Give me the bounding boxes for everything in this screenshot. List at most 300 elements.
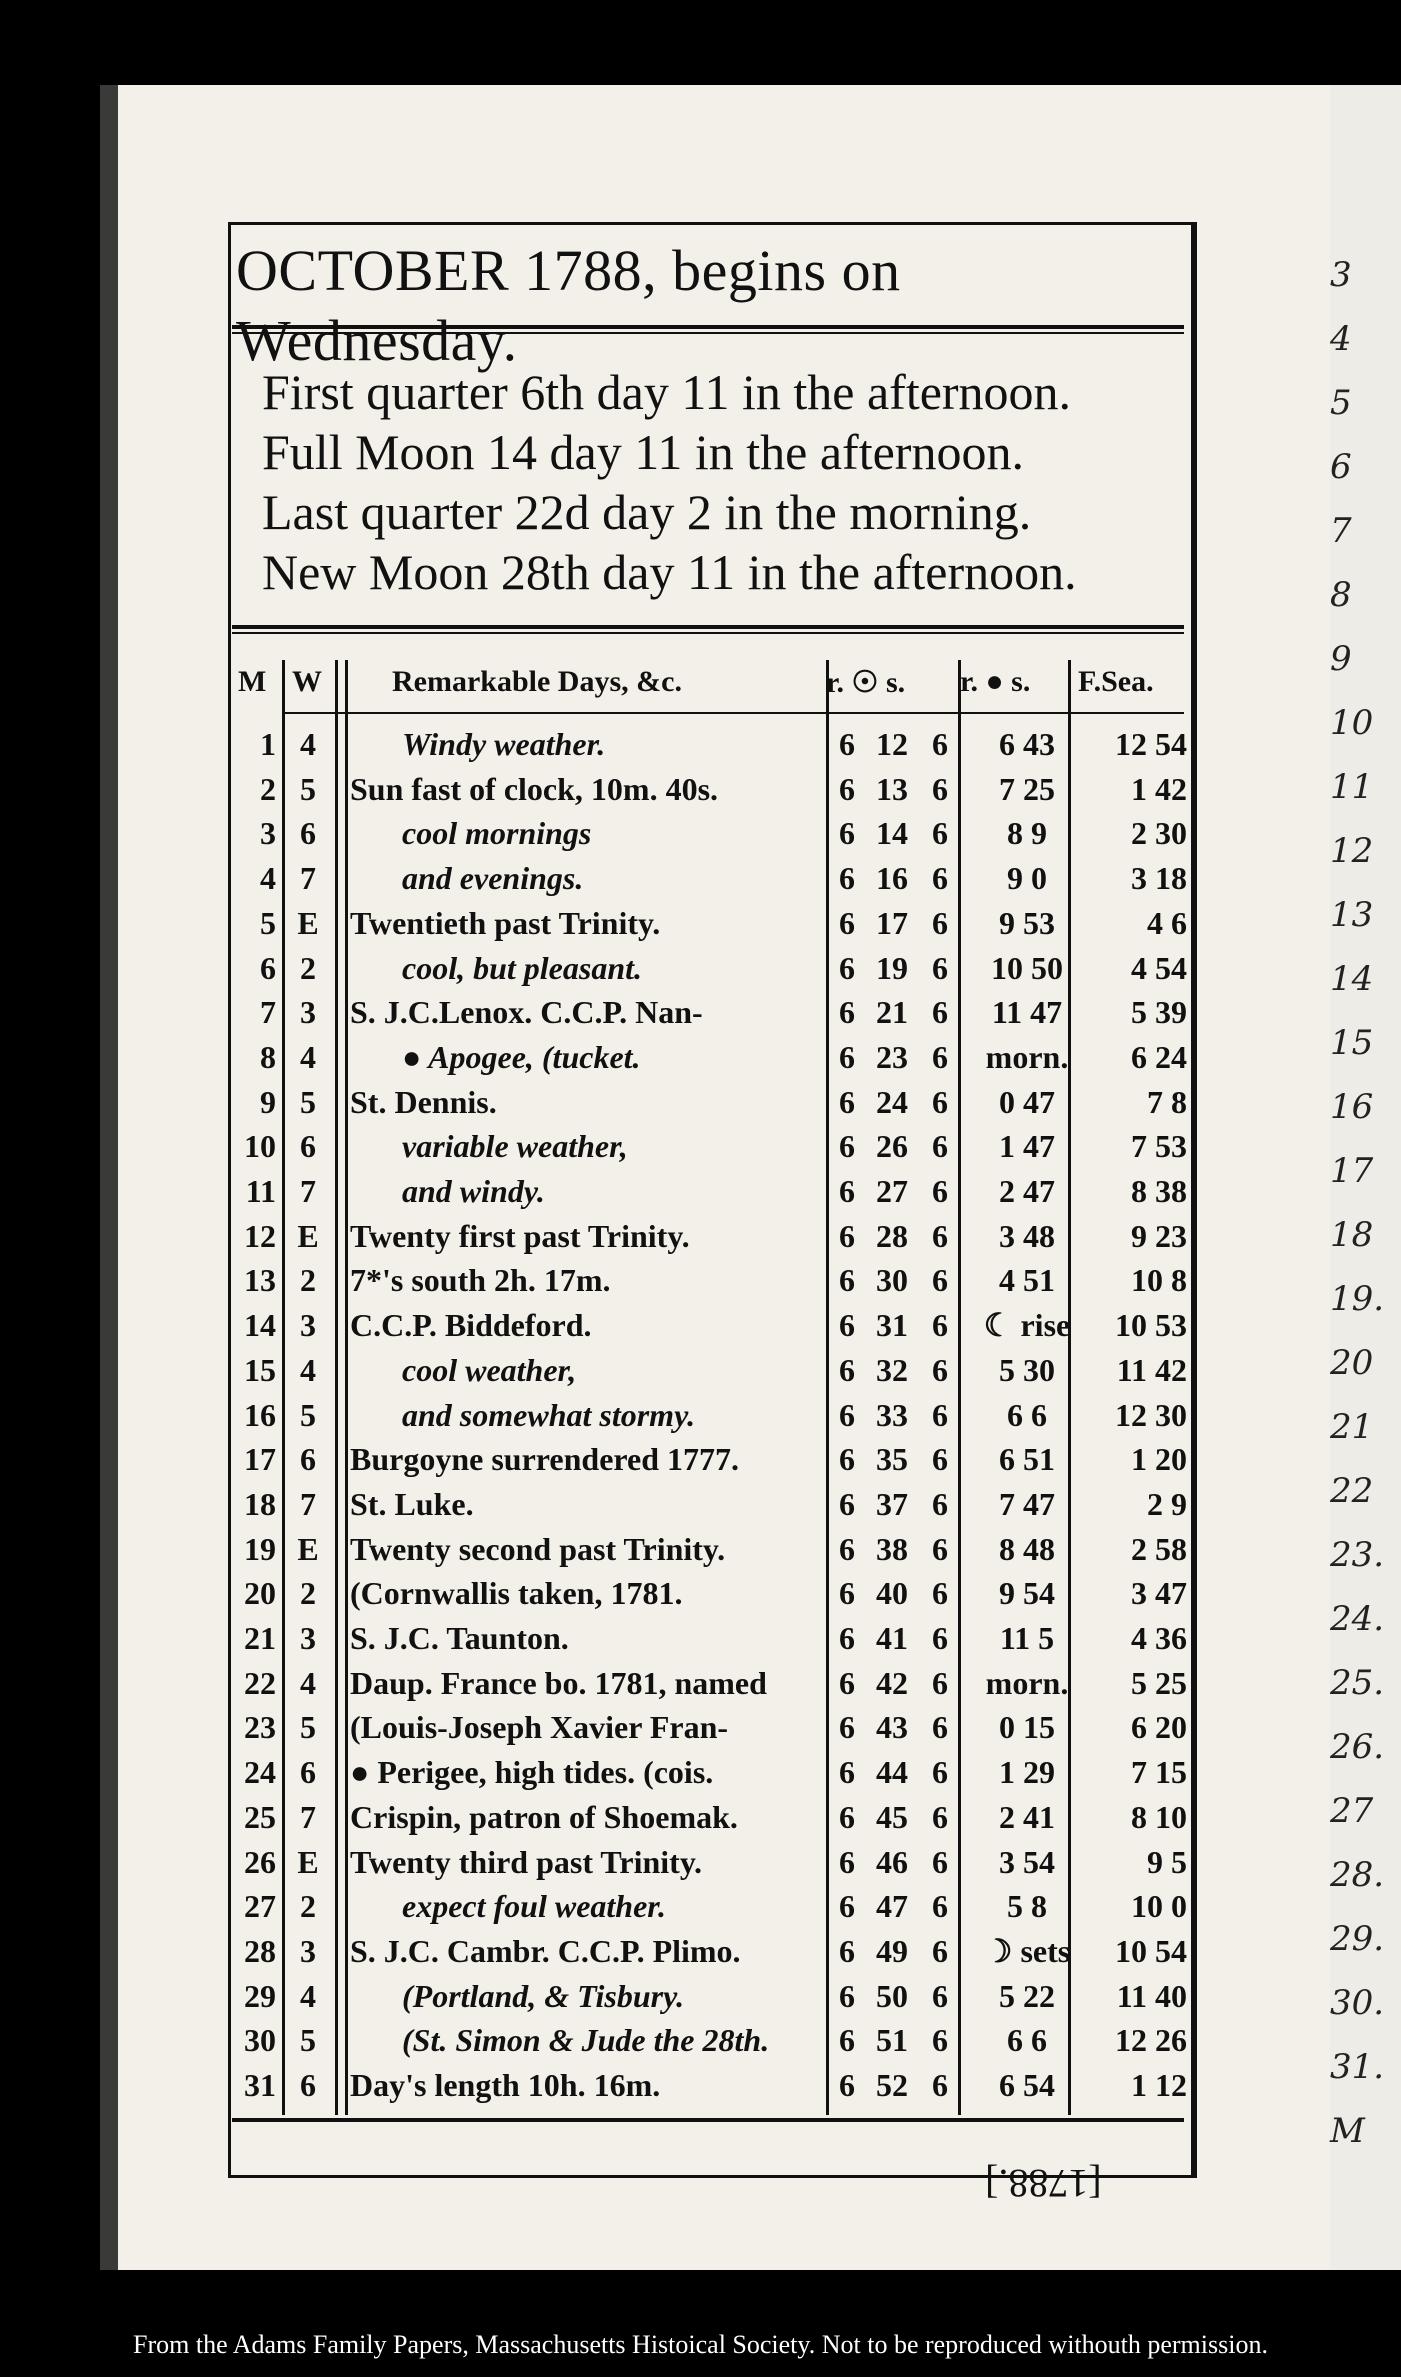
table-row	[232, 2063, 1187, 2107]
cell-ss: 6	[932, 1441, 948, 1478]
table-row	[232, 1035, 1187, 1079]
cell-rem: Twenty second past Trinity.	[350, 1530, 726, 1567]
cell-m: 1	[260, 726, 276, 762]
cell-mn: 11 5	[999, 1620, 1055, 1656]
cell-sm: 41	[876, 1620, 908, 1656]
moon-phase-full-moon: Full Moon 14 day 11 in the afternoon.	[262, 424, 1024, 480]
cell-sea: 6 20	[1131, 1709, 1187, 1746]
facing-page-number: M	[1330, 2111, 1365, 2151]
cell-sea: 2 9	[1147, 1485, 1187, 1522]
cell-rem: Twentieth past Trinity.	[350, 904, 661, 941]
cell-sea: 8 38	[1131, 1173, 1187, 1209]
cell-m: 14	[244, 1307, 276, 1344]
cell-mn: 11 47	[991, 994, 1063, 1031]
cell-sr: 6	[839, 1709, 855, 1746]
header-full-sea: F.Sea.	[1078, 665, 1154, 698]
cell-m: 2	[260, 770, 276, 807]
facing-page-number: 8	[1330, 575, 1352, 615]
cell-sr: 6	[839, 1620, 855, 1656]
facing-page-number: 22	[1330, 1471, 1374, 1511]
table-row	[232, 1080, 1187, 1124]
cell-rem: Daup. France bo. 1781, named	[350, 1664, 767, 1701]
cell-mn: 6 54	[999, 2067, 1055, 2103]
cell-sr: 6	[839, 2022, 855, 2059]
table-row	[232, 946, 1187, 990]
page-number: [1788.]	[985, 2161, 1102, 2206]
cell-m: 5	[260, 904, 276, 941]
cell-sea: 10 53	[1115, 1307, 1187, 1344]
cell-sm: 38	[876, 1530, 908, 1567]
cell-sea: 12 26	[1115, 2022, 1187, 2059]
table-row	[232, 722, 1187, 766]
cell-ss: 6	[932, 1754, 948, 1791]
cell-rem: 7*'s south 2h. 17m.	[350, 1262, 611, 1299]
facing-page-number: 31.	[1330, 2047, 1385, 2087]
cell-sea: 3 18	[1131, 860, 1187, 897]
cell-rem: C.C.P. Biddeford.	[350, 1307, 592, 1344]
cell-rem: ● Perigee, high tides. (cois.	[350, 1754, 714, 1791]
facing-page-number: 13	[1330, 895, 1374, 935]
title-rule-thin	[232, 332, 1184, 334]
facing-page-number: 27	[1330, 1791, 1374, 1831]
cell-sr: 6	[839, 1038, 855, 1075]
table-row	[232, 1258, 1187, 1302]
cell-sr: 6	[839, 770, 855, 807]
cell-rem: and somewhat stormy.	[402, 1396, 696, 1433]
cell-sm: 51	[876, 2022, 908, 2059]
cell-w: E	[297, 1843, 319, 1880]
cell-sr: 6	[839, 1664, 855, 1701]
cell-rem: S. J.C.Lenox. C.C.P. Nan-	[350, 994, 703, 1031]
cell-sm: 12	[876, 726, 908, 762]
cell-w: 2	[300, 1262, 316, 1299]
cell-sea: 7 53	[1131, 1128, 1187, 1165]
table-row	[232, 1705, 1187, 1749]
moon-phase-first-quarter: First quarter 6th day 11 in the afternoon.	[262, 364, 1072, 420]
table-row	[232, 1616, 1187, 1660]
table-row	[232, 1929, 1187, 1973]
cell-mn: 3 48	[999, 1217, 1055, 1254]
cell-m: 19	[244, 1530, 276, 1567]
cell-sea: 9 5	[1147, 1843, 1187, 1880]
cell-m: 4	[260, 860, 276, 897]
cell-sm: 26	[876, 1128, 908, 1165]
cell-sea: 7 8	[1147, 1083, 1187, 1120]
table-row	[232, 1348, 1187, 1392]
cell-m: 9	[260, 1083, 276, 1120]
moon-phase-last-quarter: Last quarter 22d day 2 in the morning.	[262, 484, 1032, 540]
cell-sm: 28	[876, 1217, 908, 1254]
cell-mn: 2 41	[999, 1798, 1055, 1835]
cell-ss: 6	[932, 1798, 948, 1835]
phases-rule-thin	[232, 632, 1184, 634]
cell-sm: 14	[876, 815, 908, 852]
cell-w: 6	[300, 2067, 316, 2103]
table-row	[232, 1795, 1187, 1839]
cell-sm: 47	[876, 1888, 908, 1925]
cell-sm: 23	[876, 1038, 908, 1075]
cell-mn: 6 51	[999, 1441, 1055, 1478]
table-row	[232, 1750, 1187, 1794]
facing-page-number: 25.	[1330, 1663, 1385, 1703]
facing-page-number: 24.	[1330, 1599, 1385, 1639]
cell-w: 7	[300, 1173, 316, 1209]
cell-m: 10	[244, 1128, 276, 1165]
cell-mn: 6 6	[1007, 2022, 1047, 2059]
cell-sr: 6	[839, 1575, 855, 1612]
table-row	[232, 1393, 1187, 1437]
cell-w: 6	[300, 1754, 316, 1791]
cell-sea: 1 42	[1131, 770, 1187, 807]
cell-ss: 6	[932, 1977, 948, 2014]
cell-w: 7	[300, 860, 316, 897]
cell-mn: morn.	[985, 1664, 1069, 1701]
cell-ss: 6	[932, 726, 948, 762]
facing-page-number: 9	[1330, 639, 1352, 679]
table-row	[232, 1437, 1187, 1481]
cell-ss: 6	[932, 1217, 948, 1254]
phases-rule	[232, 625, 1184, 629]
cell-sm: 24	[876, 1083, 908, 1120]
cell-sea: 6 24	[1131, 1038, 1187, 1075]
table-row	[232, 856, 1187, 900]
cell-sm: 43	[876, 1709, 908, 1746]
cell-sea: 11 42	[1116, 1351, 1187, 1388]
facing-page-number: 10	[1330, 703, 1374, 743]
cell-w: 2	[300, 1888, 316, 1925]
cell-sm: 46	[876, 1843, 908, 1880]
table-row	[232, 767, 1187, 811]
cell-sm: 44	[876, 1754, 908, 1791]
cell-sr: 6	[839, 1262, 855, 1299]
cell-sea: 7 15	[1131, 1754, 1187, 1791]
table-row	[232, 2018, 1187, 2062]
table-row	[232, 1169, 1187, 1213]
cell-sea: 12 54	[1115, 726, 1187, 762]
cell-sm: 27	[876, 1173, 908, 1209]
cell-rem: St. Dennis.	[350, 1083, 497, 1120]
cell-mn: 9 53	[999, 904, 1055, 941]
table-row	[232, 1303, 1187, 1347]
facing-page-number: 7	[1330, 511, 1352, 551]
credit-line: From the Adams Family Papers, Massachusetts Histoical Society. Not to be reproduced withouth permission.	[133, 2330, 1268, 2359]
cell-ss: 6	[932, 1173, 948, 1209]
cell-rem: Twenty third past Trinity.	[350, 1843, 703, 1880]
cell-mn: 8 48	[999, 1530, 1055, 1567]
facing-page-number: 14	[1330, 959, 1374, 999]
cell-m: 28	[244, 1932, 276, 1969]
cell-sea: 9 23	[1131, 1217, 1187, 1254]
table-row	[232, 1840, 1187, 1884]
cell-sea: 10 54	[1115, 1932, 1187, 1969]
cell-sea: 10 0	[1131, 1888, 1187, 1925]
cell-mn: morn.	[985, 1038, 1069, 1075]
facing-page-number: 17	[1330, 1151, 1374, 1191]
cell-w: E	[297, 904, 319, 941]
cell-sm: 30	[876, 1262, 908, 1299]
table-bottom-rule	[232, 2118, 1184, 2122]
cell-m: 22	[244, 1664, 276, 1701]
cell-rem: (St. Simon & Jude the 28th.	[402, 2022, 770, 2059]
cell-sr: 6	[839, 1888, 855, 1925]
cell-sr: 6	[839, 1977, 855, 2014]
cell-sea: 1 12	[1131, 2067, 1187, 2103]
facing-page-number: 15	[1330, 1023, 1374, 1063]
cell-m: 25	[244, 1798, 276, 1835]
table-row	[232, 1571, 1187, 1615]
cell-sea: 8 10	[1131, 1798, 1187, 1835]
cell-w: 5	[300, 1083, 316, 1120]
table-row	[232, 1974, 1187, 2018]
cell-sm: 31	[876, 1307, 908, 1344]
moon-phase-new-moon: New Moon 28th day 11 in the afternoon.	[262, 544, 1077, 600]
header-rule	[282, 712, 1184, 714]
cell-mn: 0 15	[999, 1709, 1055, 1746]
cell-rem: ● Apogee, (tucket.	[402, 1038, 641, 1075]
cell-ss: 6	[932, 1932, 948, 1969]
cell-sr: 6	[839, 1083, 855, 1120]
table-row	[232, 1214, 1187, 1258]
cell-sea: 4 54	[1131, 949, 1187, 986]
cell-sr: 6	[839, 994, 855, 1031]
cell-w: E	[297, 1217, 319, 1254]
cell-sm: 50	[876, 1977, 908, 2014]
cell-ss: 6	[932, 1128, 948, 1165]
table-row	[232, 1661, 1187, 1705]
cell-sm: 35	[876, 1441, 908, 1478]
cell-w: 4	[300, 726, 316, 762]
cell-sm: 21	[876, 994, 908, 1031]
cell-m: 29	[244, 1977, 276, 2014]
cell-sea: 5 39	[1131, 994, 1187, 1031]
cell-sm: 32	[876, 1351, 908, 1388]
cell-sr: 6	[839, 1217, 855, 1254]
facing-page-number: 16	[1330, 1087, 1374, 1127]
cell-rem: cool, but pleasant.	[402, 949, 643, 986]
cell-m: 31	[244, 2067, 276, 2103]
facing-page-number: 11	[1330, 767, 1374, 807]
header-sun-rise-set: r. ☉ s.	[826, 666, 906, 699]
cell-w: 3	[300, 1932, 316, 1969]
cell-rem: cool weather,	[402, 1351, 577, 1388]
cell-rem: St. Luke.	[350, 1485, 474, 1522]
cell-w: 3	[300, 1620, 316, 1656]
cell-m: 3	[260, 815, 276, 852]
cell-mn: 5 8	[1007, 1888, 1047, 1925]
cell-m: 18	[244, 1485, 276, 1522]
cell-rem: (Cornwallis taken, 1781.	[350, 1575, 683, 1612]
facing-page-number: 5	[1330, 383, 1352, 423]
cell-ss: 6	[932, 815, 948, 852]
facing-page-number: 6	[1330, 447, 1352, 487]
cell-sea: 10 8	[1131, 1262, 1187, 1299]
cell-rem: Sun fast of clock, 10m. 40s.	[350, 770, 719, 807]
cell-m: 27	[244, 1888, 276, 1925]
cell-ss: 6	[932, 860, 948, 897]
cell-sea: 2 30	[1131, 815, 1187, 852]
cell-w: 7	[300, 1485, 316, 1522]
table-row	[232, 811, 1187, 855]
facing-page-number: 3	[1330, 255, 1352, 295]
cell-sea: 2 58	[1131, 1530, 1187, 1567]
facing-page-number: 4	[1330, 319, 1352, 359]
cell-sm: 19	[876, 949, 908, 986]
facing-page-number: 30.	[1330, 1983, 1385, 2023]
table-row	[232, 1124, 1187, 1168]
cell-mn: 5 22	[999, 1977, 1055, 2014]
cell-mn: 9 0	[1007, 860, 1047, 897]
cell-mn: 7 25	[999, 770, 1055, 807]
facing-page-number: 26.	[1330, 1727, 1385, 1767]
cell-rem: and windy.	[402, 1173, 545, 1209]
cell-m: 30	[244, 2022, 276, 2059]
cell-w: 4	[300, 1038, 316, 1075]
facing-page-number: 19.	[1330, 1279, 1385, 1319]
header-week-day: W	[292, 665, 322, 698]
cell-w: 6	[300, 1441, 316, 1478]
cell-sm: 17	[876, 904, 908, 941]
cell-sm: 37	[876, 1485, 908, 1522]
cell-m: 21	[244, 1620, 276, 1656]
cell-w: 4	[300, 1977, 316, 2014]
cell-ss: 6	[932, 1038, 948, 1075]
cell-sr: 6	[839, 726, 855, 762]
cell-m: 20	[244, 1575, 276, 1612]
header-remarkable-days: Remarkable Days, &c.	[392, 665, 682, 698]
facing-page-number: 20	[1330, 1343, 1374, 1383]
cell-mn: 4 51	[999, 1262, 1055, 1299]
cell-mn: 0 47	[999, 1083, 1055, 1120]
cell-ss: 6	[932, 1664, 948, 1701]
cell-sm: 52	[876, 2067, 908, 2103]
cell-sr: 6	[839, 1485, 855, 1522]
cell-ss: 6	[932, 770, 948, 807]
cell-sea: 4 36	[1131, 1620, 1187, 1656]
cell-m: 17	[244, 1441, 276, 1478]
table-row	[232, 1482, 1187, 1526]
cell-rem: Crispin, patron of Shoemak.	[350, 1798, 738, 1835]
cell-sea: 4 6	[1147, 904, 1187, 941]
cell-rem: Day's length 10h. 16m.	[350, 2067, 661, 2103]
cell-mn: ☾ rise	[983, 1307, 1071, 1344]
cell-w: 3	[300, 994, 316, 1031]
cell-rem: Burgoyne surrendered 1777.	[350, 1441, 740, 1478]
facing-page-number: 21	[1330, 1407, 1374, 1447]
cell-m: 16	[244, 1396, 276, 1433]
facing-page-number: 18	[1330, 1215, 1374, 1255]
cell-sr: 6	[839, 1754, 855, 1791]
cell-ss: 6	[932, 2022, 948, 2059]
cell-ss: 6	[932, 904, 948, 941]
cell-mn: 1 47	[999, 1128, 1055, 1165]
cell-sr: 6	[839, 949, 855, 986]
cell-sea: 12 30	[1115, 1396, 1187, 1433]
cell-w: 6	[300, 1128, 316, 1165]
cell-m: 7	[260, 994, 276, 1031]
cell-rem: S. J.C. Taunton.	[350, 1620, 569, 1656]
cell-mn: ☽ sets	[983, 1932, 1071, 1969]
cell-sr: 6	[839, 1128, 855, 1165]
cell-rem: Twenty first past Trinity.	[350, 1217, 690, 1254]
cell-w: 3	[300, 1307, 316, 1344]
header-moon-rise-set: r. ● s.	[960, 665, 1031, 698]
cell-sm: 16	[876, 860, 908, 897]
cell-mn: 1 29	[999, 1754, 1055, 1791]
cell-mn: 8 9	[1007, 815, 1047, 852]
table-row	[232, 990, 1187, 1034]
cell-m: 15	[244, 1351, 276, 1388]
cell-sm: 33	[876, 1396, 908, 1433]
cell-ss: 6	[932, 1485, 948, 1522]
cell-m: 6	[260, 949, 276, 986]
cell-mn: 6 6	[1007, 1396, 1047, 1433]
cell-sm: 13	[876, 770, 908, 807]
header-month-day: M	[238, 665, 267, 698]
cell-ss: 6	[932, 1888, 948, 1925]
cell-w: 5	[300, 770, 316, 807]
cell-m: 13	[244, 1262, 276, 1299]
cell-sr: 6	[839, 1173, 855, 1209]
facing-page-number: 23.	[1330, 1535, 1385, 1575]
cell-sr: 6	[839, 1307, 855, 1344]
cell-sr: 6	[839, 1396, 855, 1433]
cell-rem: expect foul weather.	[402, 1888, 666, 1925]
cell-ss: 6	[932, 1083, 948, 1120]
cell-rem: variable weather,	[402, 1128, 628, 1165]
facing-page-number: 12	[1330, 831, 1374, 871]
cell-w: 2	[300, 949, 316, 986]
table-row	[232, 901, 1187, 945]
cell-rem: and evenings.	[402, 860, 584, 897]
page-title: OCTOBER 1788, begins on Wednesday.	[236, 238, 901, 373]
cell-ss: 6	[932, 1709, 948, 1746]
cell-rem: S. J.C. Cambr. C.C.P. Plimo.	[350, 1932, 741, 1969]
cell-sea: 1 20	[1131, 1441, 1187, 1478]
cell-sea: 5 25	[1131, 1664, 1187, 1701]
cell-w: 7	[300, 1798, 316, 1835]
cell-sea: 11 40	[1116, 1977, 1187, 2014]
cell-m: 24	[244, 1754, 276, 1791]
cell-sm: 45	[876, 1798, 908, 1835]
cell-w: 5	[300, 1396, 316, 1433]
cell-sm: 40	[876, 1575, 908, 1612]
cell-w: 2	[300, 1575, 316, 1612]
cell-mn: 9 54	[999, 1575, 1055, 1612]
cell-ss: 6	[932, 2067, 948, 2103]
cell-rem: (Portland, & Tisbury.	[402, 1977, 685, 2014]
cell-w: 4	[300, 1351, 316, 1388]
cell-ss: 6	[932, 1530, 948, 1567]
cell-sr: 6	[839, 1530, 855, 1567]
cell-m: 23	[244, 1709, 276, 1746]
cell-m: 11	[245, 1173, 276, 1209]
cell-mn: 7 47	[999, 1485, 1055, 1522]
cell-sr: 6	[839, 1441, 855, 1478]
cell-m: 8	[260, 1038, 276, 1075]
cell-mn: 2 47	[999, 1173, 1055, 1209]
cell-sm: 42	[876, 1664, 908, 1701]
cell-mn: 3 54	[999, 1843, 1055, 1880]
cell-sr: 6	[839, 1932, 855, 1969]
cell-rem: cool mornings	[402, 815, 592, 852]
cell-m: 12	[244, 1217, 276, 1254]
cell-w: 6	[300, 815, 316, 852]
cell-sr: 6	[839, 1351, 855, 1388]
cell-ss: 6	[932, 994, 948, 1031]
cell-ss: 6	[932, 1575, 948, 1612]
cell-sr: 6	[839, 904, 855, 941]
cell-sr: 6	[839, 860, 855, 897]
